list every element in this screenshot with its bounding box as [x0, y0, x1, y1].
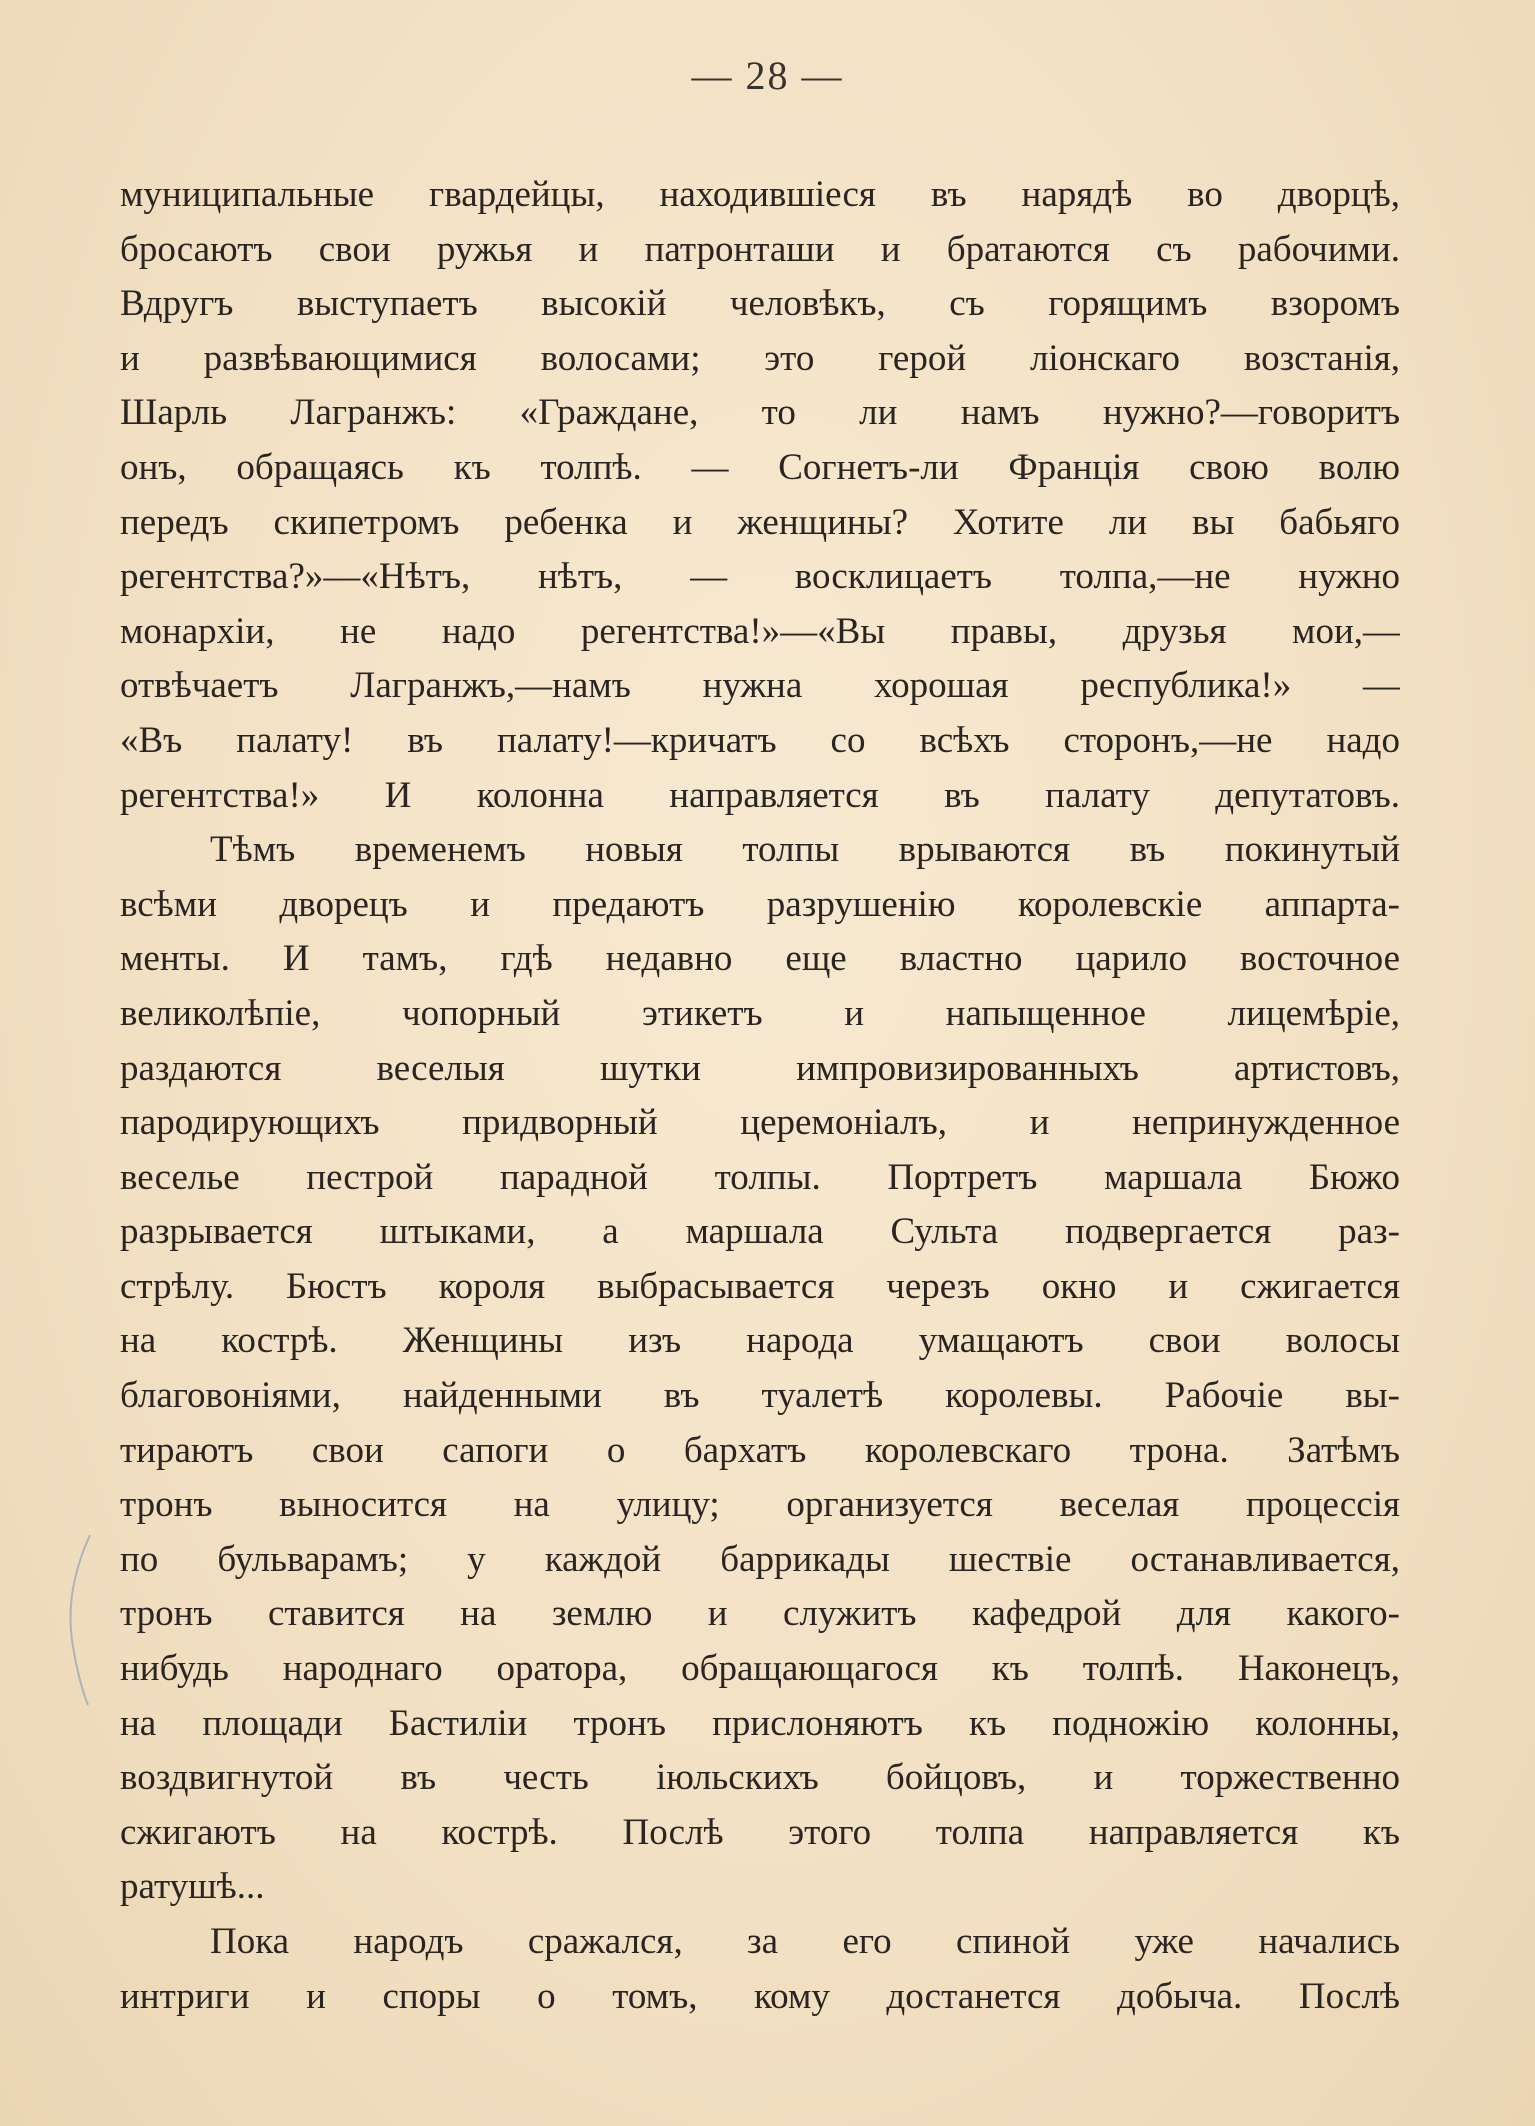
text-line: на кострѣ. Женщины изъ народа умащаютъ свои волосы	[120, 1320, 1400, 1362]
text-line: нибудь народнаго оратора, обращающагося къ толпѣ. Наконецъ,	[120, 1648, 1400, 1690]
text-line: всѣми дворецъ и предаютъ разрушенію королевскіе аппарта-	[120, 883, 1400, 925]
text-line: Тѣмъ временемъ новыя толпы врываются въ покинутый	[210, 829, 1400, 871]
text-line: пародирующихъ придворный церемоніалъ, и непринужденное	[120, 1102, 1400, 1144]
text-line: воздвигнутой въ честь іюльскихъ бойцовъ, и торжественно	[120, 1757, 1400, 1799]
text-line: бросаютъ свои ружья и патронташи и братаются съ рабочими.	[120, 228, 1400, 270]
text-line: ратушѣ...	[120, 1866, 265, 1908]
text-line: Шарль Лагранжъ: «Граждане, то ли намъ нужно?—говоритъ	[120, 392, 1400, 434]
body-text	[120, 168, 1400, 2024]
text-line: сжигаютъ на кострѣ. Послѣ этого толпа направляется къ	[120, 1811, 1400, 1853]
text-line: муниципальные гвардейцы, находившіеся въ нарядѣ во дворцѣ,	[120, 174, 1400, 215]
text-line: «Въ палату! въ палату!—кричатъ со всѣхъ сторонъ,—не надо	[120, 719, 1400, 761]
pencil-margin-mark	[60, 1530, 100, 1710]
text-line: тронъ выносится на улицу; организуется веселая процессія	[120, 1484, 1400, 1526]
text-line: тираютъ свои сапоги о бархатъ королевскаго трона. Затѣмъ	[120, 1429, 1400, 1471]
text-line: Пока народъ сражался, за его спиной уже начались	[210, 1921, 1400, 1962]
text-line: раздаются веселыя шутки импровизированныхъ артистовъ,	[120, 1047, 1400, 1089]
text-line: онъ, обращаясь къ толпѣ. — Согнетъ-ли Франція свою волю	[120, 446, 1400, 488]
text-line: великолѣпіе, чопорный этикетъ и напыщенное лицемѣріе,	[120, 992, 1400, 1034]
text-line: передъ скипетромъ ребенка и женщины? Хотите ли вы бабьяго	[120, 501, 1400, 543]
text-line: Вдругъ выступаетъ высокій человѣкъ, съ горящимъ взоромъ	[120, 283, 1400, 325]
text-line: регентства?»—«Нѣтъ, нѣтъ, — восклицаетъ толпа,—не нужно	[120, 556, 1400, 598]
text-line: тронъ ставится на землю и служитъ кафедрой для какого-	[120, 1593, 1400, 1635]
text-line: монархіи, не надо регентства!»—«Вы правы, друзья мои,—	[120, 610, 1400, 652]
text-line: стрѣлу. Бюстъ короля выбрасывается черезъ окно и сжигается	[120, 1265, 1400, 1307]
text-line: разрывается штыками, а маршала Сульта подвергается раз-	[120, 1211, 1400, 1253]
text-line: регентства!» И колонна направляется въ палату депутатовъ.	[120, 774, 1400, 816]
text-line: по бульварамъ; у каждой баррикады шествіе останавливается,	[120, 1538, 1400, 1580]
text-line: веселье пестрой парадной толпы. Портретъ маршала Бюжо	[120, 1156, 1400, 1198]
text-line: благовоніями, найденными въ туалетѣ королевы. Рабочіе вы-	[120, 1375, 1400, 1417]
text-line: отвѣчаетъ Лагранжъ,—намъ нужна хорошая республика!» —	[120, 665, 1400, 707]
text-line: интриги и споры о томъ, кому достанется добыча. Послѣ	[120, 1975, 1400, 2017]
text-line: на площади Бастиліи тронъ прислоняютъ къ подножію колонны,	[120, 1702, 1400, 1744]
text-line: менты. И тамъ, гдѣ недавно еще властно царило восточное	[120, 938, 1400, 980]
page-number: — 28 —	[691, 53, 844, 98]
text-line: и развѣвающимися волосами; это герой ліонскаго возстанія,	[120, 337, 1400, 379]
